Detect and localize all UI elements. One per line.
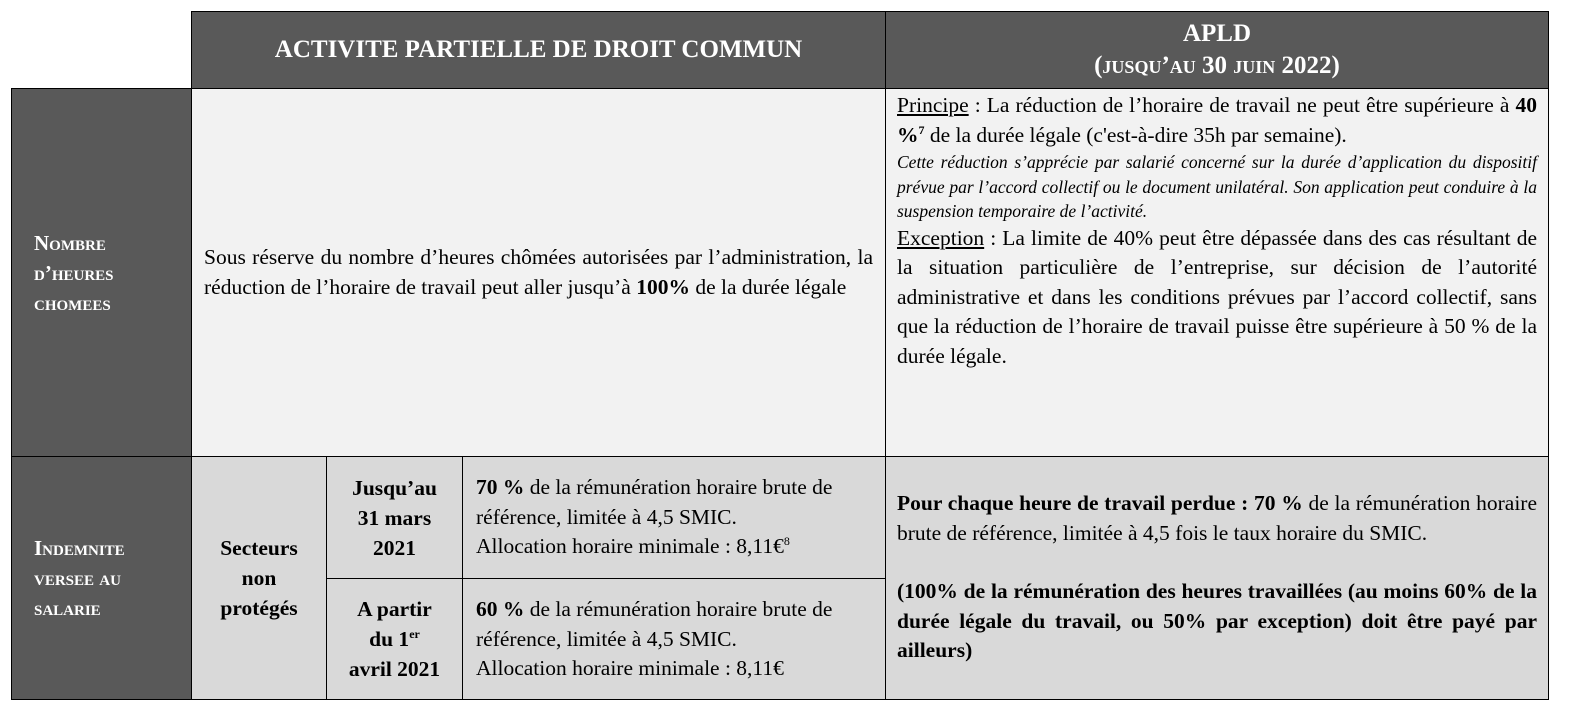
period1-text: 70 % de la rémunération horaire brute de référence, limitée à 4,5 SMIC. Allocation horaire minimale : 8,11€$^8$	[476, 475, 833, 558]
droit-commun-heures-text: Sous réserve du nombre d’heures chômées autorisées par l’administration, la réduction de l’horaire de travail peut aller jusqu’à 100% de la durée légale	[204, 245, 873, 299]
period1-text-cell	[462, 456, 886, 579]
row-label-line: Indemnite	[34, 536, 125, 560]
header-apld-title: APLD	[1182, 20, 1252, 47]
header-droit-commun-title: ACTIVITE PARTIELLE DE DROIT COMMUN	[274, 36, 803, 63]
row-label-line: Nombre	[34, 230, 106, 255]
period-line: Jusqu’au	[352, 475, 437, 500]
header-apld-subtitle: (jusqu’au 30 juin 2022)	[1094, 52, 1340, 79]
apld-indemnite-cell	[885, 456, 1549, 700]
period-line: 2021	[372, 535, 416, 560]
apld-indemnite-text: Pour chaque heure de travail perdue : 70 % de la rémunération horaire brute de référence, limitée à 4,5 fois le taux horaire du SMIC.	[897, 491, 1537, 545]
exception-label: Exception	[897, 225, 985, 250]
row-label-line: chomees	[34, 290, 111, 315]
apld-heures-cell	[885, 88, 1549, 457]
row-label-line: d’heures	[34, 260, 114, 285]
principe-label: Principe	[897, 93, 969, 117]
sector-line: Secteurs	[220, 536, 298, 560]
period2-text: 60 % de la rémunération horaire brute de référence, limitée à 4,5 SMIC. Allocation horaire minimale : 8,11€	[476, 597, 833, 680]
apld-italic-note: Cette réduction s’apprécie par salarié concerné sur la durée d’application du dispositif prévue par l’accord collectif ou le document unilatéral. Son application peut conduire à la suspension temporaire de l’activité.	[897, 152, 1537, 221]
sector-line: non	[241, 566, 277, 590]
period-line: A partir	[357, 597, 432, 621]
row-label-indemnite	[11, 456, 192, 700]
droit-commun-heures-cell	[191, 88, 886, 457]
apld-indemnite-note: (100% de la rémunération des heures travaillées (au moins 60% de la durée légale du travail, ou 50% par exception) doit être payé par ailleurs)	[897, 579, 1537, 662]
period-line: avril 2021	[348, 657, 441, 681]
period2-cell	[326, 578, 463, 700]
apld-exception-text: Exception : La limite de 40% peut être dépassée dans des cas résultant de la situation particulière de l’entreprise, sur décision de l’autorité administrative et dans les conditions prévues par l’accord collectif, sans que la réduction de l’horaire de travail puisse être supérieure à 50 % de la durée légale.	[897, 225, 1537, 368]
row-label-line: salarie	[34, 596, 101, 620]
period2-text-cell	[462, 578, 886, 700]
period-line: du 1er	[369, 626, 420, 651]
sector-line: protégés	[220, 596, 298, 620]
row-label-heures-chomees	[11, 88, 192, 457]
row-label-line: versee au	[34, 566, 121, 590]
header-droit-commun	[191, 11, 886, 89]
sector-cell	[191, 456, 327, 700]
header-apld	[885, 11, 1549, 89]
period1-cell	[326, 456, 463, 579]
apld-principe-text: Principe : La réduction de l’horaire de travail ne peut être supérieure à 40 %$^7$ de la durée légale (c'est-à-dire 35h par semaine).	[897, 93, 1537, 147]
period-line: 31 mars	[357, 505, 432, 530]
